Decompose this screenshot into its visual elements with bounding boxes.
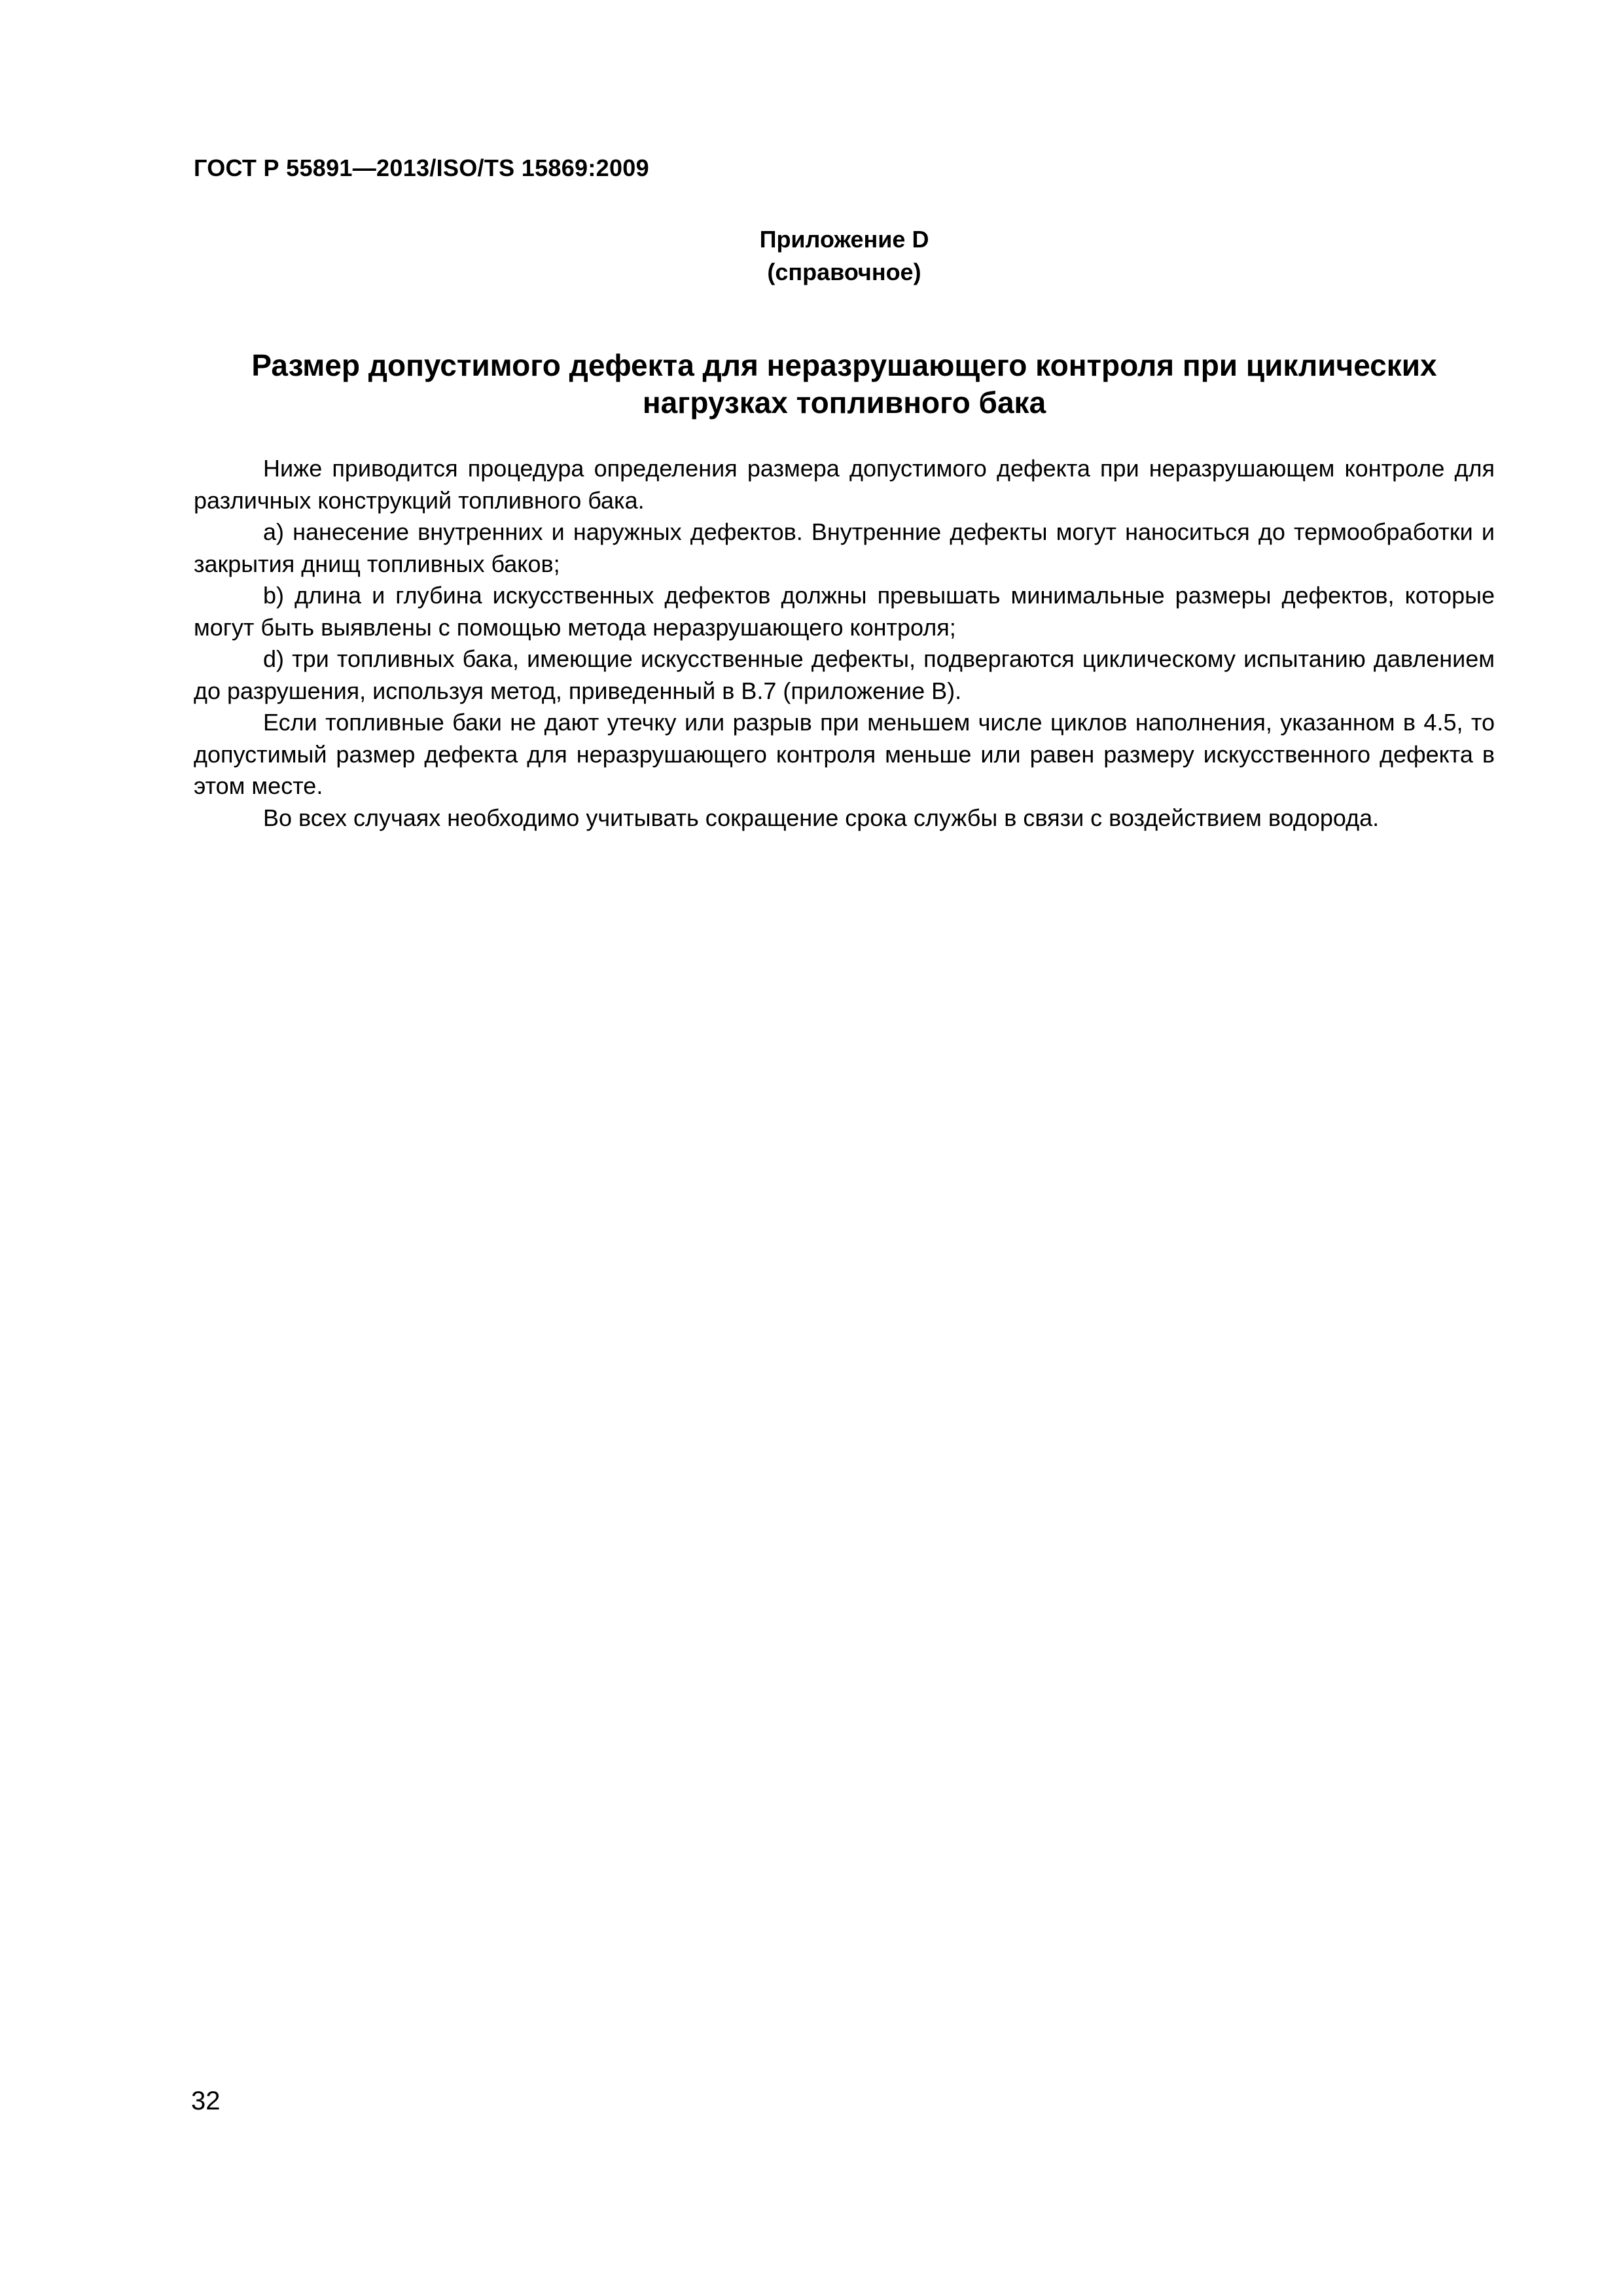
paragraph-intro: Ниже приводится процедура определения размера допустимого дефекта при неразрушающем контроле для различных конструкций топливного бака. (194, 455, 1495, 514)
appendix-label: Приложение D (759, 226, 929, 253)
paragraph-conclusion: Если топливные баки не дают утечку или разрыв при меньшем числе циклов наполнения, указанном в 4.5, то допустимый размер дефекта для неразрушающего контроля меньше или равен размеру искусственного дефекта в этом месте. (194, 709, 1495, 799)
page-number: 32 (191, 2087, 221, 2115)
section-title-line-1: Размер допустимого дефекта для неразрушающего контроля при циклических (251, 348, 1437, 382)
body-text (194, 453, 1495, 834)
paragraph-item-d: d) три топливных бака, имеющие искусственные дефекты, подвергаются циклическому испытанию давлением до разрушения, используя метод, приведенный в В.7 (приложение В). (194, 645, 1495, 704)
paragraph-note: Во всех случаях необходимо учитывать сокращение срока службы в связи с воздействием водорода. (263, 804, 1380, 831)
section-title-line-2: нагрузках топливного бака (642, 386, 1046, 420)
paragraph-item-b: b) длина и глубина искусственных дефектов должны превышать минимальные размеры дефектов, которые могут быть выявлены с помощью метода неразрушающего контроля; (194, 582, 1495, 641)
paragraph-item-a: а) нанесение внутренних и наружных дефектов. Внутренние дефекты могут наноситься до термообработки и закрытия днищ топливных баков; (194, 518, 1495, 577)
appendix-heading (654, 223, 1034, 289)
appendix-type: (справочное) (767, 259, 921, 285)
document-header: ГОСТ Р 55891—2013/ISO/TS 15869:2009 (194, 154, 649, 181)
section-title (194, 347, 1495, 422)
